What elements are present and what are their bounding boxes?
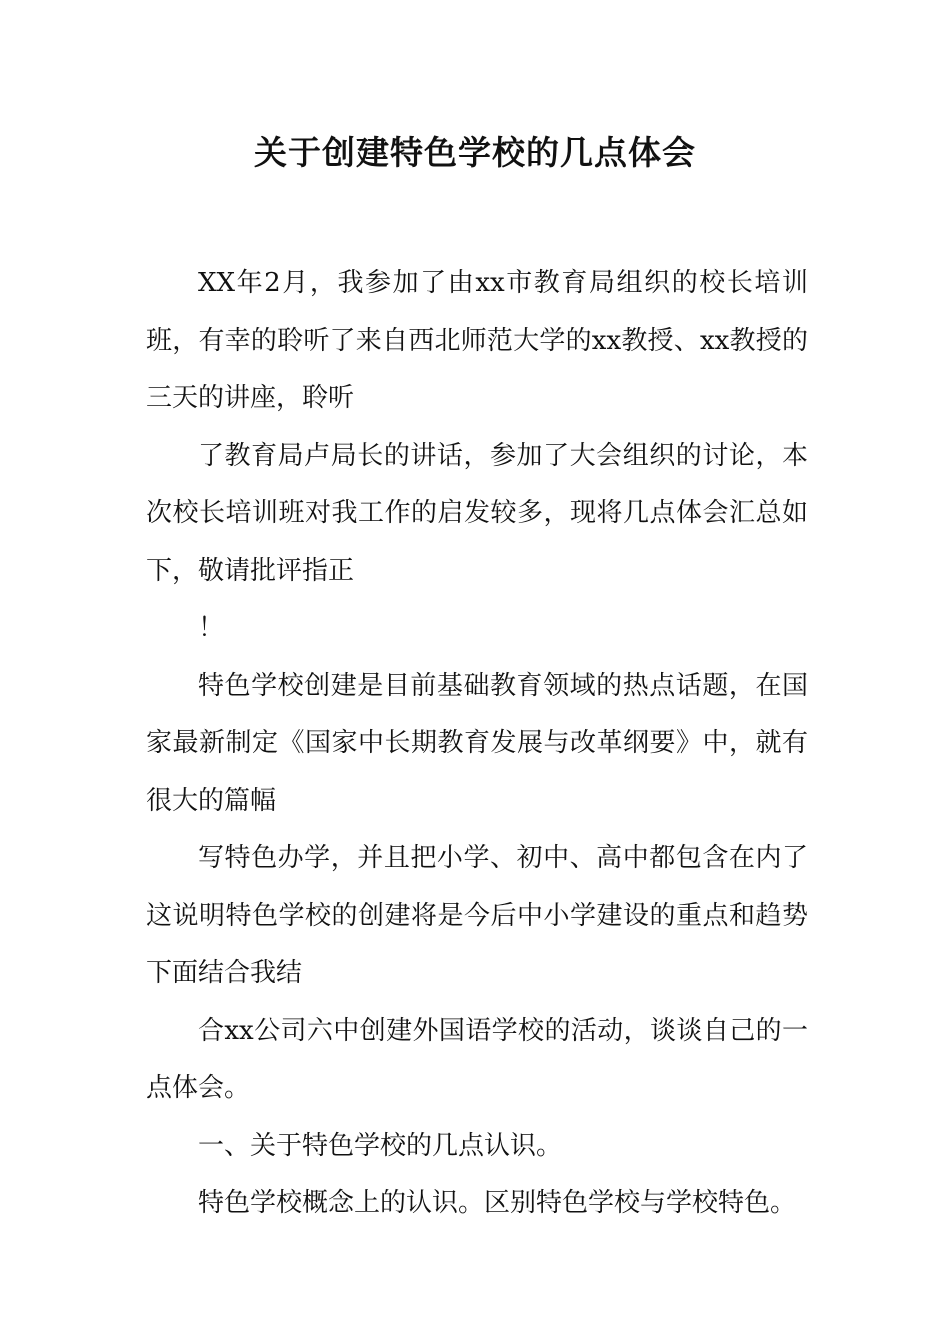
paragraph: XX年2月，我参加了由xx市教育局组织的校长培训班，有幸的聆听了来自西北师范大学的xx教授、xx教授的三天的讲座，聆听 [146, 268, 808, 413]
paragraph: 特色学校创建是目前基础教育领域的热点话题，在国家最新制定《国家中长期教育发展与改革纲要》中，就有很大的篇幅 [146, 670, 808, 816]
paragraph: 一、关于特色学校的几点认识。 [198, 1130, 563, 1161]
paragraph: ！ [198, 613, 225, 643]
paragraph: 写特色办学，并且把小学、初中、高中都包含在内了这说明特色学校的创建将是今后中小学建设的重点和趋势下面结合我结 [146, 843, 808, 988]
document-body [146, 255, 808, 1233]
paragraph: 合xx公司六中创建外国语学校的活动，谈谈自己的一点体会。 [146, 1015, 808, 1103]
paragraph: 特色学校概念上的认识。区别特色学校与学校特色。 [198, 1188, 797, 1218]
document-title: 关于创建特色学校的几点体会 [254, 133, 696, 172]
paragraph: 了教育局卢局长的讲话，参加了大会组织的讨论，本次校长培训班对我工作的启发较多，现将几点体会汇总如下，敬请批评指正 [146, 440, 808, 586]
